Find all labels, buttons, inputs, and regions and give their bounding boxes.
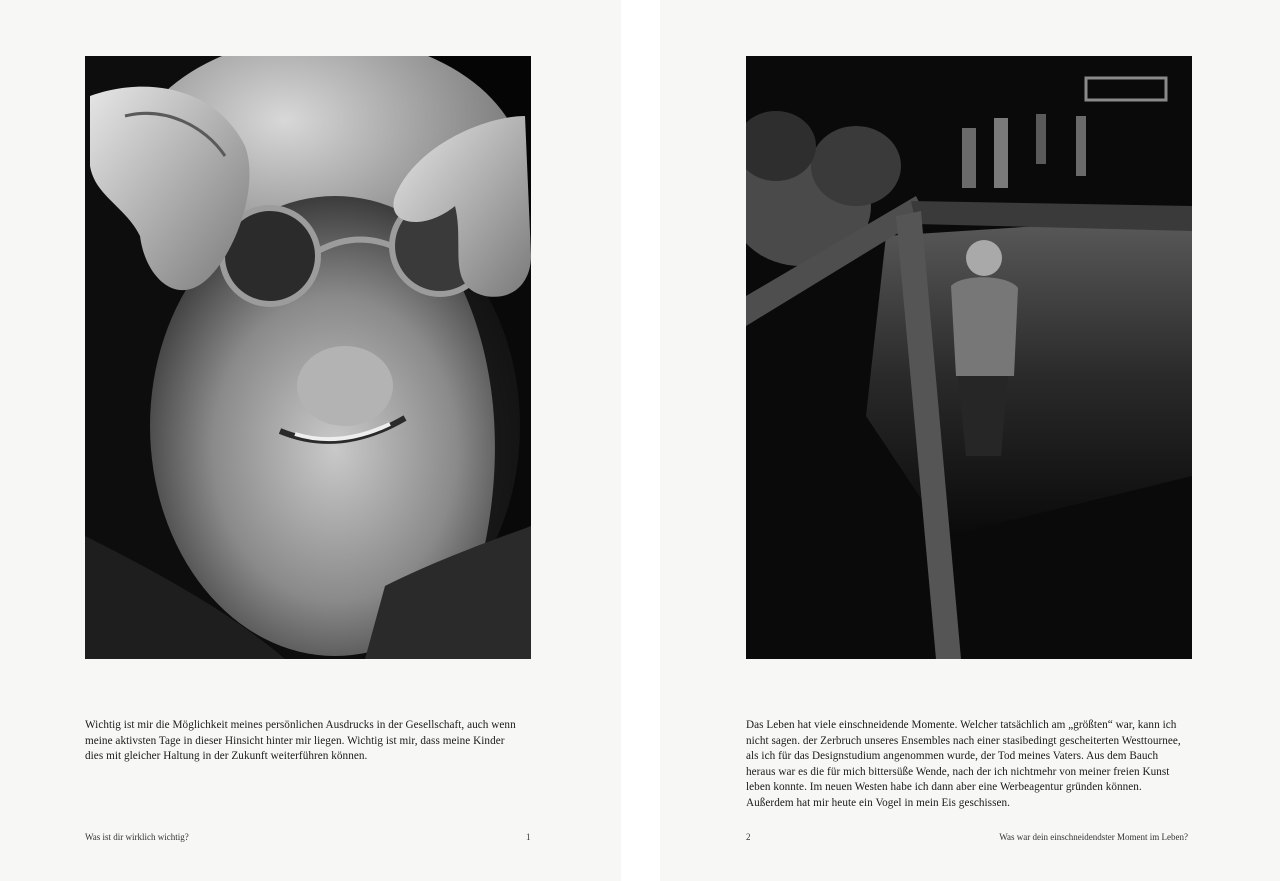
portrait-photo-glasses <box>85 56 531 659</box>
left-page <box>0 0 621 881</box>
right-page-number: 2 <box>746 832 751 842</box>
right-page <box>660 0 1280 881</box>
portrait-photo-glasses-image <box>85 56 531 659</box>
garden-portrait-photo <box>746 56 1192 659</box>
left-question: Was ist dir wirklich wichtig? <box>85 832 189 842</box>
left-page-number: 1 <box>526 832 531 842</box>
page-gutter <box>621 0 660 881</box>
right-body-text: Das Leben hat viele einschneidende Momente. Welcher tatsächlich am „größten“ war, kann ich nicht sagen. der Zerbruch unseres Ensembles nach einer stasibedingt gescheiterten Westtournee, als ich für das Designstudium angenommen wurde, der Tod meines Vaters. Aus dem Bauch heraus war es die für mich bittersüße Wende, nach der ich nichtmehr von meiner freien Kunst leben konnte. Im neuen Westen habe ich dann aber eine Werbeagentur gründen können. Außerdem hat mir heute ein Vogel in mein Eis geschissen. <box>746 719 1181 809</box>
left-body-text: Wichtig ist mir die Möglichkeit meines persönlichen Ausdrucks in der Gesellschaft, auch wenn meine aktivsten Tage in dieser Hinsicht hinter mir liegen. Wichtig ist mir, dass meine Kinder dies mit gleicher Haltung in der Zukunft weiterführen können. <box>85 719 516 762</box>
right-question: Was war dein einschneidendster Moment im Leben? <box>999 832 1188 842</box>
garden-portrait-photo-image <box>746 56 1192 659</box>
